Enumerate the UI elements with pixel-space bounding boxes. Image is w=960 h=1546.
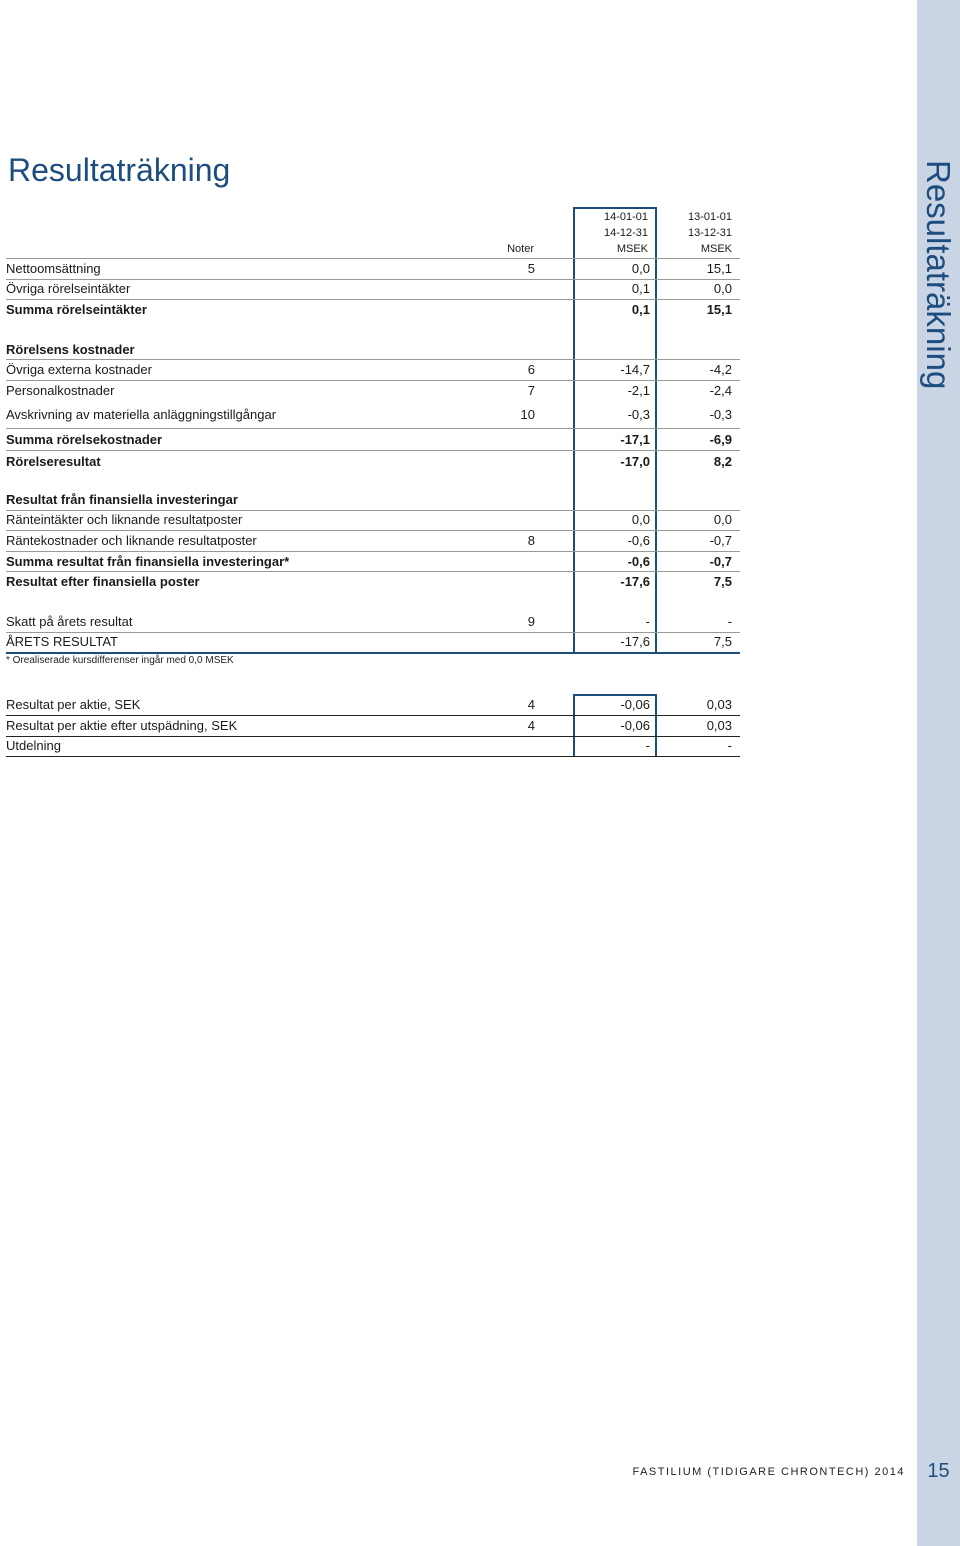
table-row: Resultat per aktie efter utspädning, SEK 4 -0,06 0,03 — [6, 718, 732, 733]
header-noter: Noter — [507, 243, 534, 255]
row-divider — [6, 756, 740, 757]
result-divider — [6, 652, 740, 654]
table-row: Nettoomsättning 5 0,0 15,1 — [6, 261, 732, 276]
table-row: Summa resultat från finansiella investeringar* -0,6 -0,7 — [6, 554, 732, 569]
table-row: Ränteintäkter och liknande resultatposter 0,0 0,0 — [6, 512, 732, 527]
table-row-arets-resultat: ÅRETS RESULTAT -17,6 7,5 — [6, 634, 732, 649]
table-row: Rörelseresultat -17,0 8,2 — [6, 454, 732, 469]
page-title: Resultaträkning — [8, 152, 231, 188]
table-row: Räntekostnader och liknande resultatposter 8 -0,6 -0,7 — [6, 533, 732, 548]
table-row: Avskrivning av materiella anläggningstillgångar 10 -0,3 -0,3 — [6, 407, 732, 422]
table-row: Rörelsens kostnader — [6, 342, 135, 357]
page-number: 15 — [927, 1460, 950, 1482]
table-row: Summa rörelseintäkter 0,1 15,1 — [6, 302, 732, 317]
header-col1: 14-01-01 14-12-31 MSEK — [603, 211, 648, 255]
table-row: Övriga externa kostnader 6 -14,7 -4,2 — [6, 362, 732, 377]
table-row: Resultat efter finansiella poster -17,6 7,5 — [6, 574, 732, 589]
row-divider — [6, 428, 740, 429]
table-row: Utdelning - - — [6, 738, 732, 753]
footer-text: FASTILIUM (TIDIGARE CHRONTECH) 2014 — [632, 1466, 905, 1478]
table-row: Resultat per aktie, SEK 4 -0,06 0,03 — [6, 697, 732, 712]
row-divider — [6, 450, 740, 451]
table-row: Skatt på årets resultat 9 - - — [6, 614, 732, 629]
header-col2: 13-01-01 13-12-31 MSEK — [687, 211, 732, 255]
side-title: Resultaträkning — [920, 160, 957, 390]
table-row: Personalkostnader 7 -2,1 -2,4 — [6, 383, 732, 398]
table-row: Summa rörelsekostnader -17,1 -6,9 — [6, 432, 732, 447]
table-row: Resultat från finansiella investeringar — [6, 492, 238, 507]
footnote: * Orealiserade kursdifferenser ingår med 0,0 MSEK — [6, 655, 234, 666]
table-row: Övriga rörelseintäkter 0,1 0,0 — [6, 281, 732, 296]
